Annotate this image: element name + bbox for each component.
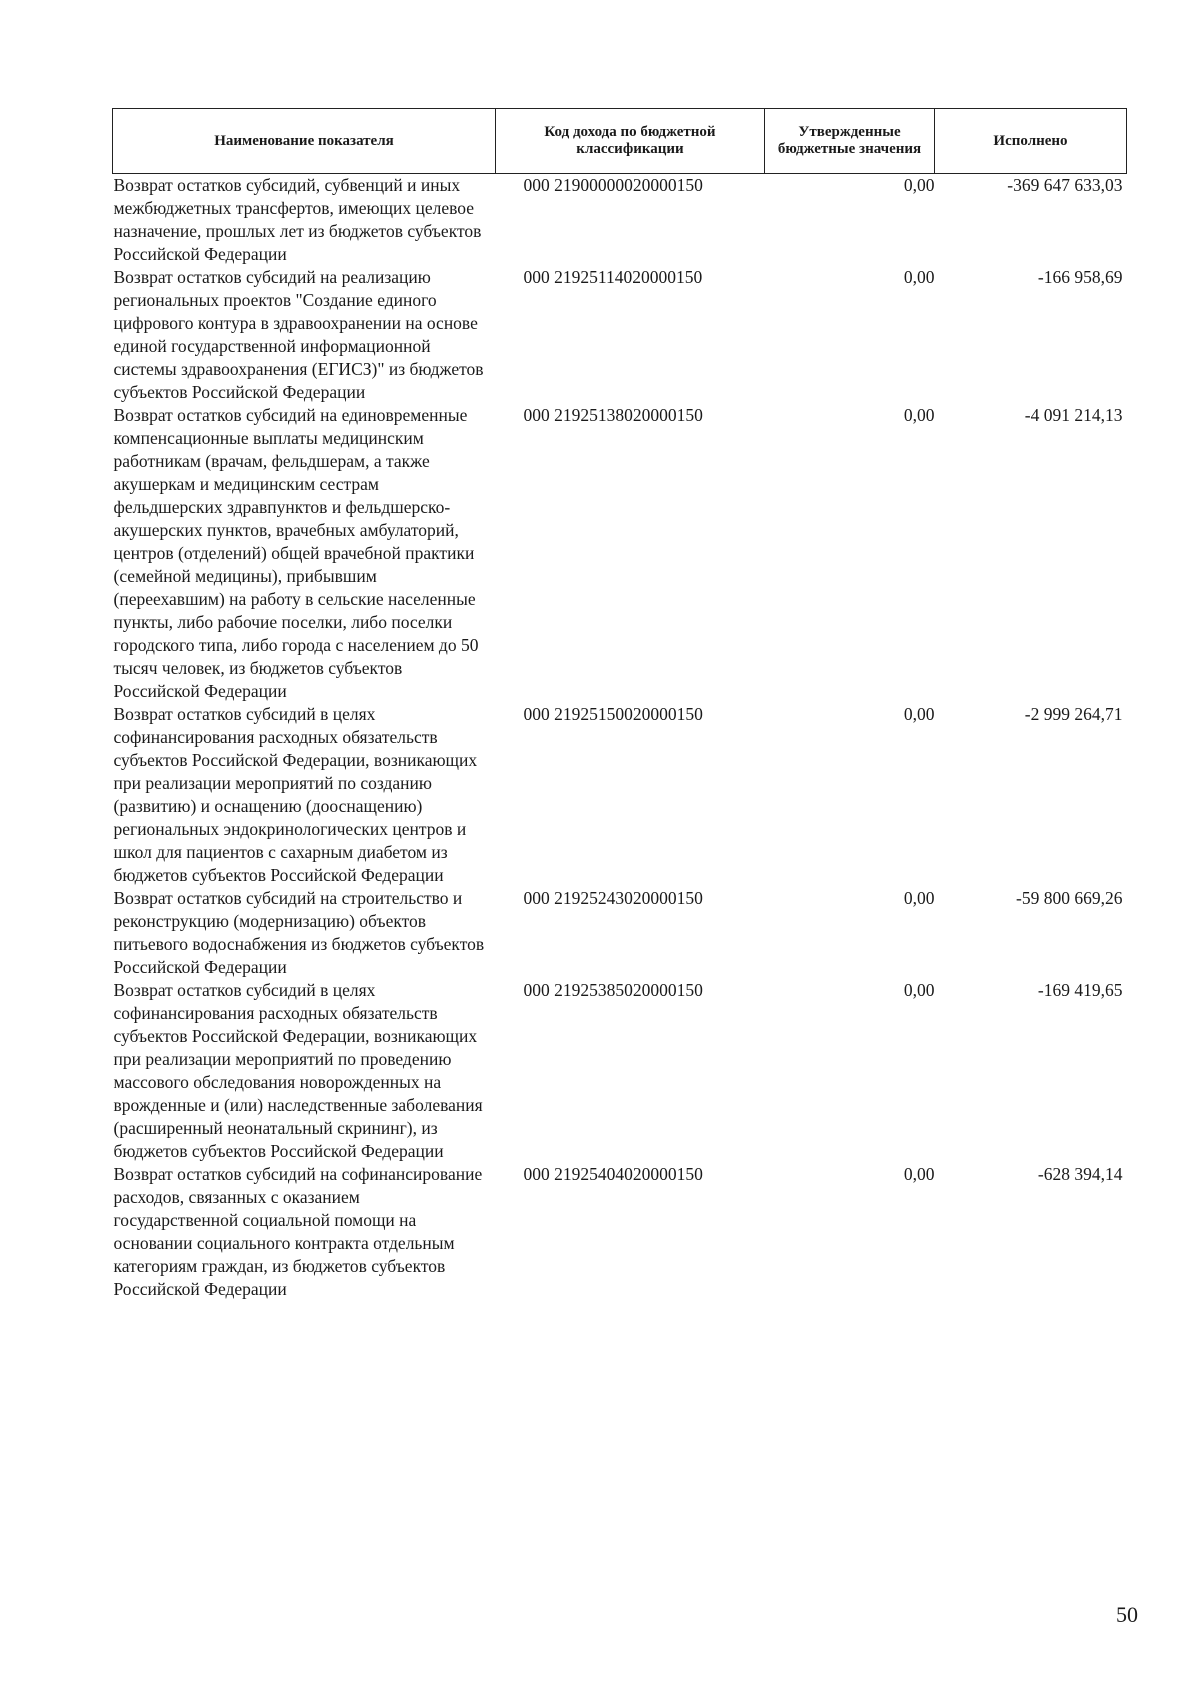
cell-code: 000 21900000020000150 xyxy=(523,175,703,195)
cell-code: 000 21925114020000150 xyxy=(523,267,703,287)
table-row xyxy=(113,887,1127,979)
cell-executed: -169 419,65 xyxy=(1037,980,1123,1000)
cell-name: Возврат остатков субсидий, субвенций и иных межбюджетных трансфертов, имеющих целевое назначение, прошлых лет из бюджетов субъектов Российской Федерации xyxy=(113,175,482,264)
cell-approved: 0,00 xyxy=(903,175,935,195)
cell-executed: -369 647 633,03 xyxy=(1007,175,1123,195)
cell-approved: 0,00 xyxy=(903,267,935,287)
budget-table-container xyxy=(112,108,1126,1301)
budget-table xyxy=(112,108,1127,1301)
cell-code: 000 21925404020000150 xyxy=(523,1164,703,1184)
header-name: Наименование показателя xyxy=(113,109,496,174)
header-approved: Утвержденные бюджетные значения xyxy=(765,109,935,174)
header-code: Код дохода по бюджетной классификации xyxy=(496,109,765,174)
cell-name: Возврат остатков субсидий в целях софинансирования расходных обязательств субъектов Российской Федерации, возникающих при реализации мероприятий по созданию (развитию) и оснащению (дооснащению) региональных эндокринологических центров и школ для пациентов с сахарным диабетом из бюджетов субъектов Российской Федерации xyxy=(113,704,478,885)
cell-name: Возврат остатков субсидий на софинансирование расходов, связанных с оказанием государственной социальной помощи на основании социального контракта отдельным категориям граждан, из бюджетов субъектов Российской Федерации xyxy=(113,1164,483,1299)
page-number: 50 xyxy=(1116,1602,1138,1627)
cell-name: Возврат остатков субсидий на единовременные компенсационные выплаты медицинским работникам (врачам, фельдшерам, а также акушеркам и медицинским сестрам фельдшерских здравпунктов и фельдшерско-акушерских пунктов, врачебных амбулаторий, центров (отделений) общей врачебной практики (семейной медицины), прибывшим (переехавшим) на работу в сельские населенные пункты, либо рабочие поселки, либо поселки городского типа, либо города с населением до 50 тысяч человек, из бюджетов субъектов Российской Федерации xyxy=(113,405,479,701)
cell-approved: 0,00 xyxy=(903,888,935,908)
cell-code: 000 21925385020000150 xyxy=(523,980,703,1000)
table-row xyxy=(113,703,1127,887)
cell-executed: -166 958,69 xyxy=(1037,267,1123,287)
cell-name: Возврат остатков субсидий на реализацию региональных проектов "Создание единого цифрового контура в здравоохранении на основе единой государственной информационной системы здравоохранения (ЕГИСЗ)" из бюджетов субъектов Российской Федерации xyxy=(113,267,484,402)
table-row xyxy=(113,404,1127,703)
table-row xyxy=(113,979,1127,1163)
cell-executed: -59 800 669,26 xyxy=(1016,888,1123,908)
cell-approved: 0,00 xyxy=(903,980,935,1000)
table-header xyxy=(113,109,1127,174)
table-row xyxy=(113,266,1127,404)
cell-code: 000 21925138020000150 xyxy=(523,405,703,425)
table-row xyxy=(113,174,1127,267)
header-executed: Исполнено xyxy=(935,109,1127,174)
cell-approved: 0,00 xyxy=(903,1164,935,1184)
cell-executed: -628 394,14 xyxy=(1037,1164,1123,1184)
table-body xyxy=(113,174,1127,1302)
cell-executed: -4 091 214,13 xyxy=(1024,405,1123,425)
cell-name: Возврат остатков субсидий в целях софинансирования расходных обязательств субъектов Российской Федерации, возникающих при реализации мероприятий по проведению массового обследования новорожденных на врожденные и (или) наследственные заболевания (расширенный неонатальный скрининг), из бюджетов субъектов Российской Федерации xyxy=(113,980,483,1161)
table-row xyxy=(113,1163,1127,1301)
cell-executed: -2 999 264,71 xyxy=(1024,704,1123,724)
cell-approved: 0,00 xyxy=(903,405,935,425)
cell-code: 000 21925150020000150 xyxy=(523,704,703,724)
cell-name: Возврат остатков субсидий на строительство и реконструкцию (модернизацию) объектов питьевого водоснабжения из бюджетов субъектов Российской Федерации xyxy=(113,888,485,977)
cell-approved: 0,00 xyxy=(903,704,935,724)
cell-code: 000 21925243020000150 xyxy=(523,888,703,908)
